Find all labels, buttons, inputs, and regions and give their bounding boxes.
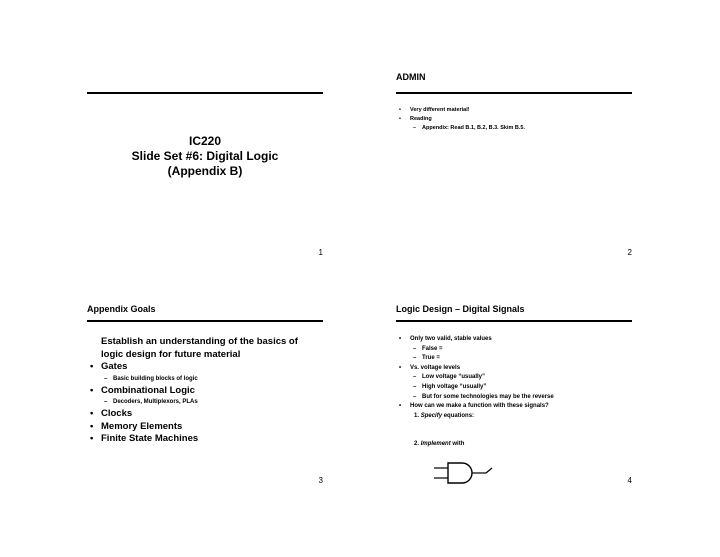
list-item: • Gates xyxy=(90,361,128,372)
slide-set-title: Slide Set #6: Digital Logic xyxy=(131,149,279,163)
slide-header: Logic Design – Digital Signals xyxy=(396,304,525,314)
sub-list-item: – But for some technologies may be the reverse xyxy=(413,393,554,400)
header-rule xyxy=(87,320,323,322)
page-number: 3 xyxy=(318,476,323,485)
spacer xyxy=(396,421,632,440)
page-number: 4 xyxy=(627,476,632,485)
slide-title xyxy=(87,134,323,179)
slide-3 xyxy=(87,300,323,500)
title-rule xyxy=(87,92,323,94)
list-item: Establish an understanding of the basics of logic design for future material xyxy=(101,336,298,360)
sub-list-item: – Appendix: Read B.1, B.2, B.3. Skim B.5. xyxy=(413,125,525,131)
list-item: • Finite State Machines xyxy=(90,433,199,444)
list-item: • Reading xyxy=(399,116,432,122)
header-rule xyxy=(396,92,632,94)
list-item: • Clocks xyxy=(90,408,133,419)
page-number: 2 xyxy=(627,248,632,257)
slide-header: ADMIN xyxy=(396,72,426,82)
list-item: • How can we make a function with these signals? xyxy=(399,403,549,410)
slide-2 xyxy=(396,72,632,272)
sub-list-item: – High voltage “usually” xyxy=(413,383,487,390)
list-item: • Combinational Logic xyxy=(90,384,195,396)
slide-header: Appendix Goals xyxy=(87,304,156,314)
bullet-list xyxy=(87,336,323,446)
sub-list-item: – Low voltage “usually” xyxy=(413,374,486,381)
bullet-list xyxy=(396,335,632,450)
course-code: IC220 xyxy=(188,134,222,148)
page-number: 1 xyxy=(318,248,323,257)
list-item: • Memory Elements xyxy=(90,420,183,432)
slide-1 xyxy=(87,72,323,272)
list-item: • Only two valid, stable values xyxy=(399,336,492,342)
and-gate-icon xyxy=(434,462,498,484)
slide-4 xyxy=(396,300,632,500)
sub-list-item: – Decoders, Multiplexors, PLAs xyxy=(104,399,198,405)
slide-subtitle: (Appendix B) xyxy=(167,164,243,178)
sub-list-item: – False = xyxy=(413,345,443,352)
step-specify: 1. Specify equations: xyxy=(414,412,475,419)
step-implement: 2. Implement with xyxy=(414,441,465,448)
sub-list-item: – True = xyxy=(413,355,440,362)
list-item: • Vs. voltage levels xyxy=(399,364,461,371)
list-item: • Very different material! xyxy=(399,107,470,113)
header-rule xyxy=(396,320,632,322)
bullet-list xyxy=(396,106,632,133)
sub-list-item: – Basic building blocks of logic xyxy=(104,375,198,382)
